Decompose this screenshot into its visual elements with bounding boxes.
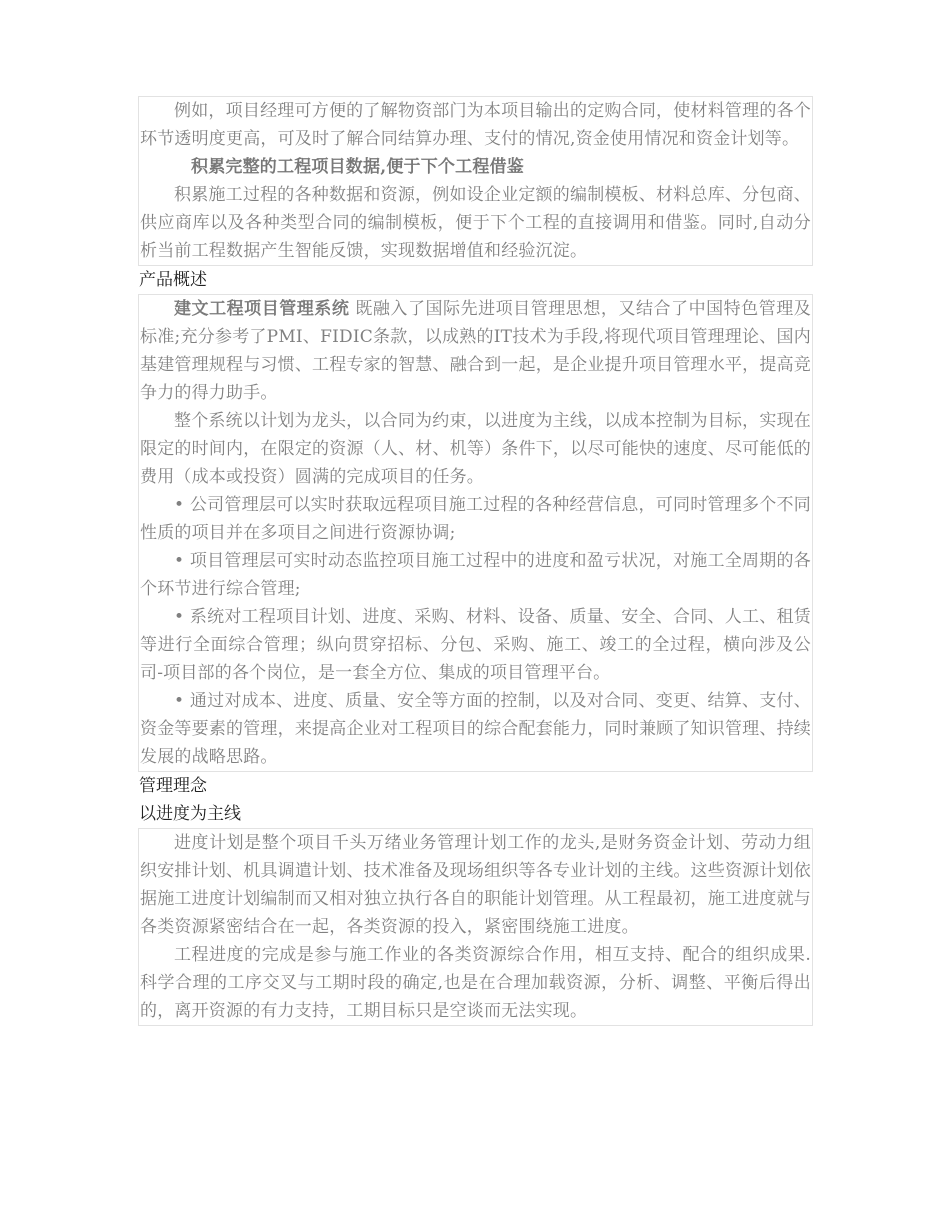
paragraph-system-goal: 整个系统以计划为龙头，以合同为约束，以进度为主线，以成本控制为目标，实现在限定的时间内，在限定的资源（人、材、机等）条件下，以尽可能快的速度、尽可能低的费用（成本或投资）圆满的完成项目的任务。: [140, 411, 811, 487]
subheading-project-data: 积累完整的工程项目数据,便于下个工程借鉴: [191, 157, 524, 177]
bullet-comprehensive-management: • 系统对工程项目计划、进度、采购、材料、设备、质量、安全、合同、人工、租赁等进行全面综合管理；纵向贯穿招标、分包、采购、施工、竣工的全过程，横向涉及公司-项目部的各个岗位，是一套全方位、集成的项目管理平台。: [140, 607, 811, 683]
bullet-project-management: • 项目管理层可实时动态监控项目施工过程中的进度和盈亏状况，对施工全周期的各个环节进行综合管理;: [140, 551, 811, 599]
section-material-management: [138, 96, 813, 266]
system-intro-text: 既融入了国际先进项目管理思想，又结合了中国特色管理及标准;充分参考了PMI、FIDIC条款，以成熟的IT技术为手段,将现代项目管理理论、国内基建管理规程与习惯、工程专家的智慧、融合到一起，是企业提升项目管理水平，提高竞争力的得力助手。: [140, 299, 811, 403]
bullet-cost-control: • 通过对成本、进度、质量、安全等方面的控制，以及对合同、变更、结算、支付、资金等要素的管理，来提高企业对工程项目的综合配套能力，同时兼顾了知识管理、持续发展的战略思路。: [140, 691, 811, 767]
system-name: 建文工程项目管理系统: [174, 299, 350, 319]
heading-management-concept: 管理理念: [139, 776, 207, 796]
section-product-overview: [138, 294, 813, 772]
paragraph-data-accumulation: 积累施工过程的各种数据和资源，例如设企业定额的编制模板、材料总库、分包商、供应商库以及各种类型合同的编制模板，便于下个工程的直接调用和借鉴。同时,自动分析当前工程数据产生智能反馈，实现数据增值和经验沉淀。: [140, 185, 811, 261]
bullet-company-management: • 公司管理层可以实时获取远程项目施工过程的各种经营信息，可同时管理多个不同性质的项目并在多项目之间进行资源协调;: [140, 495, 811, 543]
section-progress: [138, 828, 813, 1026]
paragraph-contract-visibility: 例如，项目经理可方便的了解物资部门为本项目输出的定购合同，使材料管理的各个环节透明度更高，可及时了解合同结算办理、支付的情况,资金使用情况和资金计划等。: [140, 101, 811, 149]
heading-product-overview: 产品概述: [139, 270, 207, 290]
document-page: [138, 96, 813, 1026]
heading-progress-mainline: 以进度为主线: [139, 804, 241, 824]
paragraph-progress-resources: 工程进度的完成是参与施工作业的各类资源综合作用，相互支持、配合的组织成果.科学合理的工序交叉与工期时段的确定,也是在合理加载资源，分析、调整、平衡后得出的，离开资源的有力支持，工期目标只是空谈而无法实现。: [140, 945, 811, 1021]
paragraph-system-intro: [140, 295, 811, 407]
paragraph-progress-plan: 进度计划是整个项目千头万绪业务管理计划工作的龙头,是财务资金计划、劳动力组织安排计划、机具调遣计划、技术准备及现场组织等各专业计划的主线。这些资源计划依据施工进度计划编制而又相对独立执行各自的职能计划管理。从工程最初，施工进度就与各类资源紧密结合在一起，各类资源的投入，紧密围绕施工进度。: [140, 833, 811, 937]
